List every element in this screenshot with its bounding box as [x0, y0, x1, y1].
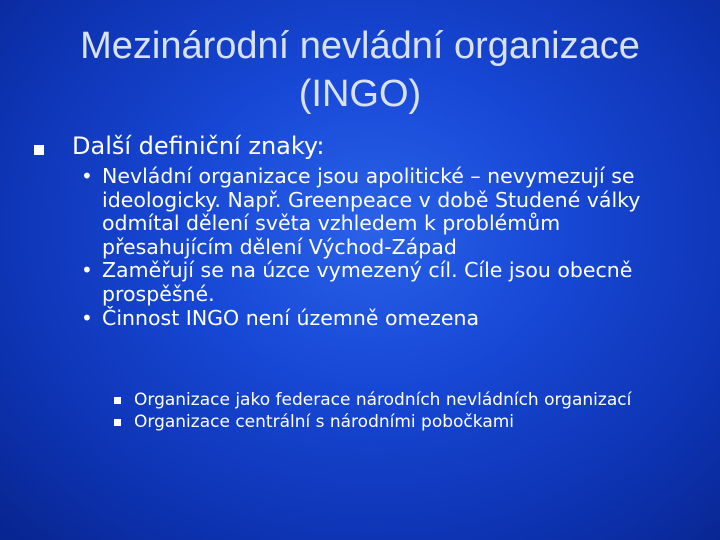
- level3-item: [114, 389, 634, 411]
- slide-title-line-1: Mezinárodní nevládní organizace: [80, 25, 640, 67]
- level3-list: [114, 389, 634, 433]
- slide-title: [0, 22, 720, 118]
- bullet-dot-icon: •: [81, 258, 93, 283]
- level2-list: [81, 165, 681, 330]
- square-bullet-icon: [114, 397, 121, 404]
- level3-item-text: Organizace centrální s národními pobočkami: [134, 412, 515, 432]
- level2-item-text: Činnost INGO není územně omezena: [102, 305, 480, 330]
- level3-item-text: Organizace jako federace národních nevládních organizací: [134, 390, 632, 410]
- slide-title-line-2: (INGO): [298, 73, 422, 115]
- square-bullet-icon: [34, 145, 44, 155]
- level2-item: [81, 165, 681, 259]
- level2-item-text: Nevládní organizace jsou apolitické – nevymezují se ideologicky. Např. Greenpeace v době Studené války odmítal dělení světa vzhledem k problémům přesahujícím dělení Východ-Západ: [102, 164, 641, 259]
- level2-item: [81, 259, 681, 306]
- bullet-dot-icon: •: [81, 305, 93, 330]
- bullet-dot-icon: •: [81, 164, 93, 188]
- square-bullet-icon: [114, 419, 121, 426]
- level3-item: [114, 411, 634, 433]
- level2-item-text: Zaměřují se na úzce vymezený cíl. Cíle jsou obecně prospěšné.: [102, 258, 633, 306]
- level1-heading: Další definiční znaky:: [72, 132, 325, 160]
- level2-item: [81, 307, 681, 331]
